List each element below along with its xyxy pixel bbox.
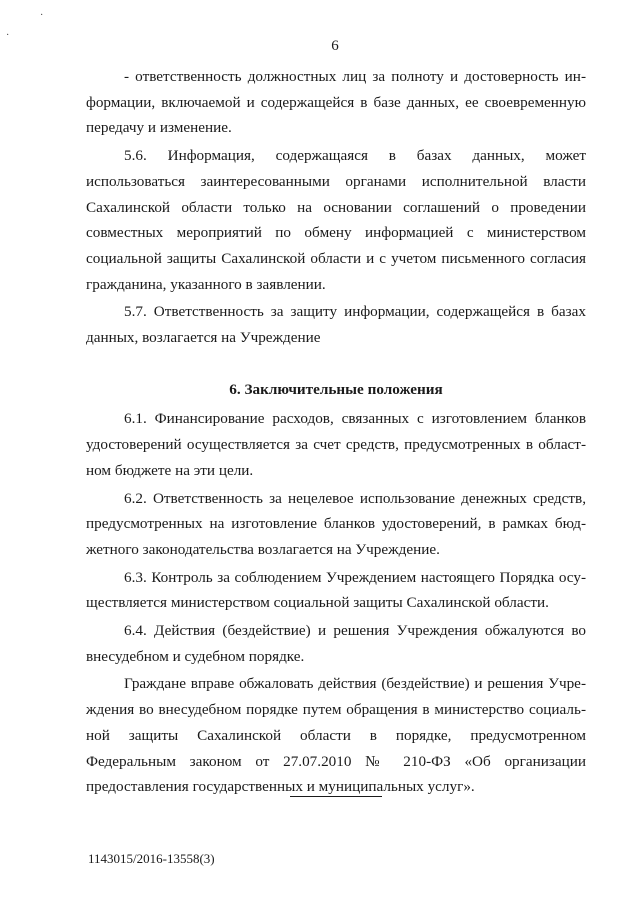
paragraph: 6.1. Финансирование расходов, связанных с изготовлением бланков удостоверений осуществляется за счет средств, предусмотренных в областном бюджете на эти цели.	[86, 410, 586, 479]
paragraph: Граждане вправе обжаловать действия (бездействие) и решения Учреждения во внесудебном порядке путем обращения в министерство социальной защиты Сахалинской области в порядке, предусмотренном Федеральным законом от 27.07.2010 № 210-ФЗ «Об организации предоставления государственных и муниципальных услуг».	[86, 675, 586, 796]
section-heading: 6. Заключительные положения	[229, 380, 443, 398]
end-of-document-line	[290, 796, 382, 797]
paragraph: - ответственность должностных лиц за полноту и достоверность информации, включаемой и содержащейся в базе данных, ее своевременную передачу и изменение.	[86, 68, 586, 137]
paragraph: 6.4. Действия (бездействие) и решения Учреждения обжалуются во внесудебном и судебном порядке.	[86, 622, 586, 665]
paragraph: 5.7. Ответственность за защиту информации, содержащейся в базах данных, возлагается на Учреждение	[86, 303, 586, 347]
scan-dot-mark: ·	[6, 30, 10, 41]
document-id: 1143015/2016-13558(3)	[88, 851, 215, 866]
document-body	[86, 64, 586, 802]
paragraph: 6.3. Контроль за соблюдением Учреждением настоящего Порядка осуществляется министерством социальной защиты Сахалинской области.	[86, 568, 586, 612]
scan-dot-mark: ·	[40, 10, 44, 21]
page-number: 6	[331, 38, 339, 54]
paragraph: 5.6. Информация, содержащаяся в базах данных, может использоваться заинтересованными органами исполнительной власти Сахалинской области только на основании соглашений о проведении совместных мероприятий по обмену информацией с министерством социальной защиты Сахалинской области и с учетом письменного согласия гражданина, указанного в заявлении.	[86, 147, 586, 293]
paragraph: 6.2. Ответственность за нецелевое использование денежных средств, предусмотренных на изготовление бланков удостоверений, в рамках бюджетного законодательства возлагается на Учреждение.	[86, 489, 586, 558]
